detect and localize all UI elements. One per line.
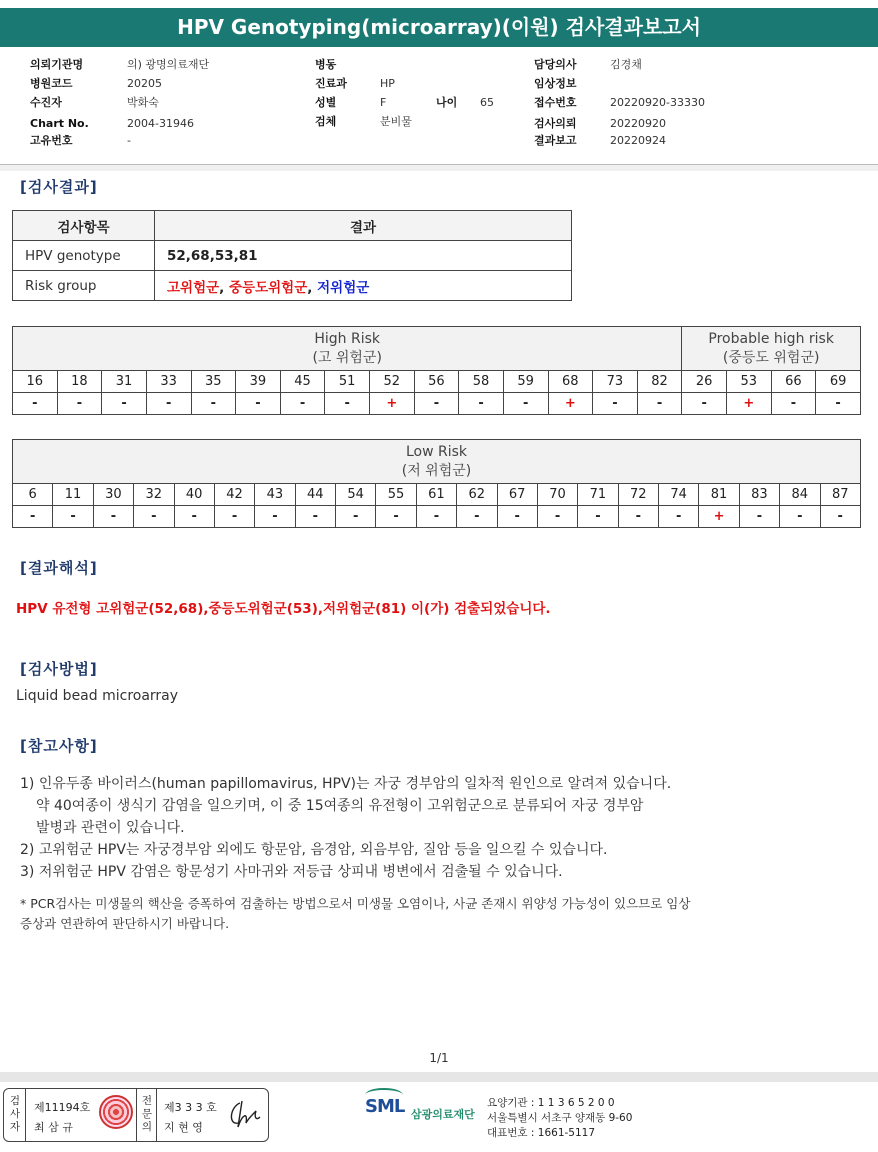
reference-item-cont: 약 40여종이 생식기 감염을 일으키며, 이 중 15여종의 유전형이 고위험군으로 분류되어 자궁 경부암 bbox=[36, 798, 644, 814]
genotype-cell: 59 bbox=[503, 371, 548, 393]
genotype-cell: 71 bbox=[578, 484, 618, 506]
footer-divider bbox=[0, 1072, 878, 1082]
negative-mark: - bbox=[295, 506, 335, 528]
footnote-line: 증상과 연관하여 판단하시기 바랍니다. bbox=[20, 916, 230, 931]
info-value: 20220920 bbox=[610, 117, 666, 130]
risk-group-label: Risk group bbox=[13, 271, 155, 301]
section-title-reference: [참고사항] bbox=[20, 737, 98, 755]
negative-mark: - bbox=[618, 506, 658, 528]
institution-code: 요양기관 : 1 1 3 6 5 2 0 0 bbox=[487, 1097, 615, 1109]
genotype-cell: 42 bbox=[214, 484, 254, 506]
negative-mark: - bbox=[682, 393, 727, 415]
risk-medium: 중등도위험군 bbox=[229, 279, 308, 296]
reference-item: 2) 고위험군 HPV는 자궁경부암 외에도 항문암, 음경암, 외음부암, 질암 등을 일으킬 수 있습니다. bbox=[20, 842, 608, 858]
header-shade bbox=[0, 165, 878, 171]
negative-mark: - bbox=[820, 506, 861, 528]
info-label: 의뢰기관명 bbox=[30, 58, 84, 71]
info-label: 진료과 bbox=[315, 77, 347, 90]
negative-mark: - bbox=[13, 506, 53, 528]
negative-mark: - bbox=[53, 506, 93, 528]
genotype-cell: 68 bbox=[548, 371, 593, 393]
report-title: HPV Genotyping(microarray)(이원) 검사결과보고서 bbox=[0, 8, 878, 47]
genotype-cell: 72 bbox=[618, 484, 658, 506]
negative-mark: - bbox=[497, 506, 537, 528]
reference-item-cont: 발병과 관련이 있습니다. bbox=[36, 820, 185, 836]
tester-number: 제11194호 bbox=[34, 1101, 91, 1114]
negative-mark: - bbox=[659, 506, 699, 528]
genotype-cell: 58 bbox=[459, 371, 504, 393]
institution-phone: 대표번호 : 1661-5117 bbox=[487, 1127, 596, 1139]
info-value: 의) 광명의료재단 bbox=[127, 58, 210, 71]
info-label: Chart No. bbox=[30, 117, 89, 130]
negative-mark: - bbox=[537, 506, 577, 528]
negative-mark: - bbox=[780, 506, 820, 528]
section-title-result: [검사결과] bbox=[20, 178, 98, 196]
col-header-result: 결과 bbox=[155, 211, 572, 241]
negative-mark: - bbox=[214, 506, 254, 528]
info-label: 성별 bbox=[315, 96, 337, 109]
high-risk-genotype-table bbox=[12, 326, 861, 415]
info-value: 분비물 bbox=[380, 115, 412, 128]
specialist-number: 제3 3 3 호 bbox=[164, 1101, 217, 1114]
info-value: 김경채 bbox=[610, 58, 642, 71]
genotype-cell: 69 bbox=[816, 371, 861, 393]
negative-mark: - bbox=[13, 393, 58, 415]
info-label: 검체 bbox=[315, 115, 337, 128]
genotype-cell: 62 bbox=[457, 484, 497, 506]
page-number: 1/1 bbox=[429, 1051, 449, 1065]
info-value: HP bbox=[380, 77, 395, 90]
negative-mark: - bbox=[376, 506, 416, 528]
negative-mark: - bbox=[191, 393, 236, 415]
signature-box bbox=[3, 1088, 269, 1142]
risk-separator: , bbox=[307, 279, 318, 296]
result-table bbox=[12, 210, 572, 301]
tester-name: 최 삼 규 bbox=[34, 1121, 73, 1134]
negative-mark: - bbox=[93, 506, 133, 528]
genotype-cell: 32 bbox=[134, 484, 174, 506]
risk-separator: , bbox=[219, 279, 230, 296]
genotype-cell: 16 bbox=[13, 371, 58, 393]
col-header-item: 검사항목 bbox=[13, 211, 155, 241]
group-title: High Risk bbox=[314, 330, 381, 347]
genotype-cell: 81 bbox=[699, 484, 739, 506]
section-title-method: [검사방법] bbox=[20, 660, 98, 678]
negative-mark: - bbox=[336, 506, 376, 528]
specialist-name: 지 현 영 bbox=[164, 1121, 203, 1134]
genotype-cell: 70 bbox=[537, 484, 577, 506]
genotype-cell: 54 bbox=[336, 484, 376, 506]
genotype-cell: 53 bbox=[727, 371, 772, 393]
info-label: 병동 bbox=[315, 58, 337, 71]
risk-high: 고위험군 bbox=[167, 279, 220, 296]
low-risk-genotype-table bbox=[12, 439, 861, 528]
negative-mark: - bbox=[459, 393, 504, 415]
genotype-cell: 82 bbox=[637, 371, 682, 393]
age-value: 65 bbox=[480, 96, 494, 109]
group-header-high bbox=[13, 327, 682, 371]
genotype-cell: 83 bbox=[739, 484, 779, 506]
negative-mark: - bbox=[134, 506, 174, 528]
section-title-interpretation: [결과해석] bbox=[20, 559, 98, 577]
negative-mark: - bbox=[637, 393, 682, 415]
genotype-cell: 45 bbox=[280, 371, 325, 393]
negative-mark: - bbox=[503, 393, 548, 415]
negative-mark: - bbox=[146, 393, 191, 415]
negative-mark: - bbox=[102, 393, 147, 415]
negative-mark: - bbox=[280, 393, 325, 415]
genotype-cell: 87 bbox=[820, 484, 861, 506]
genotype-cell: 31 bbox=[102, 371, 147, 393]
info-label: 고유번호 bbox=[30, 134, 73, 147]
genotype-cell: 44 bbox=[295, 484, 335, 506]
negative-mark: - bbox=[414, 393, 459, 415]
footnote bbox=[20, 894, 690, 934]
group-subtitle: (중등도 위험군) bbox=[722, 349, 820, 366]
negative-mark: - bbox=[771, 393, 816, 415]
genotype-cell: 56 bbox=[414, 371, 459, 393]
genotype-cell: 51 bbox=[325, 371, 370, 393]
positive-mark: + bbox=[699, 506, 739, 528]
info-value: 박화숙 bbox=[127, 96, 159, 109]
genotype-cell: 33 bbox=[146, 371, 191, 393]
negative-mark: - bbox=[57, 393, 102, 415]
negative-mark: - bbox=[174, 506, 214, 528]
positive-mark: + bbox=[370, 393, 415, 415]
info-label: 병원코드 bbox=[30, 77, 73, 90]
reference-item: 1) 인유두종 바이러스(human papillomavirus, HPV)는 자궁 경부암의 일차적 원인으로 알려져 있습니다. bbox=[20, 776, 672, 792]
genotype-cell: 26 bbox=[682, 371, 727, 393]
institution-address: 서울특별시 서초구 양재동 9-60 bbox=[487, 1112, 633, 1124]
risk-group-value bbox=[155, 271, 572, 301]
reference-item: 3) 저위험군 HPV 감염은 항문성기 사마귀와 저등급 상피내 병변에서 검출될 수 있습니다. bbox=[20, 864, 563, 880]
genotype-label: HPV genotype bbox=[13, 241, 155, 271]
genotype-cell: 84 bbox=[780, 484, 820, 506]
info-label: 담당의사 bbox=[534, 58, 577, 71]
institution-info bbox=[487, 1096, 632, 1141]
genotype-cell: 73 bbox=[593, 371, 638, 393]
method-text: Liquid bead microarray bbox=[16, 688, 179, 704]
footnote-line: * PCR검사는 미생물의 핵산을 증폭하여 검출하는 방법으로서 미생물 오염이나, 사균 존재시 위양성 가능성이 있으므로 임상 bbox=[20, 896, 691, 911]
age-label: 나이 bbox=[436, 96, 458, 109]
negative-mark: - bbox=[416, 506, 456, 528]
negative-mark: - bbox=[739, 506, 779, 528]
info-value: 2004-31946 bbox=[127, 117, 194, 130]
genotype-cell: 61 bbox=[416, 484, 456, 506]
seal-stamp bbox=[99, 1095, 133, 1129]
info-label: 검사의뢰 bbox=[534, 117, 577, 130]
info-label: 접수번호 bbox=[534, 96, 577, 109]
info-value: 20220920-33330 bbox=[610, 96, 705, 109]
specialist-label: 전문의 bbox=[141, 1095, 153, 1133]
genotype-cell: 39 bbox=[236, 371, 281, 393]
negative-mark: - bbox=[593, 393, 638, 415]
group-title: Probable high risk bbox=[708, 330, 834, 347]
logo-mark: SML bbox=[365, 1096, 405, 1117]
genotype-cell: 43 bbox=[255, 484, 295, 506]
info-label: 임상정보 bbox=[534, 77, 577, 90]
genotype-cell: 67 bbox=[497, 484, 537, 506]
negative-mark: - bbox=[578, 506, 618, 528]
info-value: - bbox=[127, 134, 131, 147]
genotype-cell: 40 bbox=[174, 484, 214, 506]
handwritten-signature bbox=[226, 1097, 262, 1131]
genotype-cell: 18 bbox=[57, 371, 102, 393]
logo-name: 삼광의료재단 bbox=[411, 1108, 475, 1121]
genotype-cell: 30 bbox=[93, 484, 133, 506]
genotype-cell: 35 bbox=[191, 371, 236, 393]
group-header-probable bbox=[682, 327, 861, 371]
reference-list bbox=[20, 773, 671, 883]
negative-mark: - bbox=[816, 393, 861, 415]
info-value: 20205 bbox=[127, 77, 162, 90]
genotype-cell: 11 bbox=[53, 484, 93, 506]
negative-mark: - bbox=[236, 393, 281, 415]
genotype-value: 52,68,53,81 bbox=[155, 241, 572, 271]
group-subtitle: (저 위험군) bbox=[401, 462, 472, 479]
genotype-cell: 66 bbox=[771, 371, 816, 393]
group-subtitle: (고 위험군) bbox=[312, 349, 382, 366]
info-value: F bbox=[380, 96, 387, 109]
info-value: 20220924 bbox=[610, 134, 666, 147]
group-title: Low Risk bbox=[405, 443, 468, 460]
positive-mark: + bbox=[727, 393, 772, 415]
negative-mark: - bbox=[457, 506, 497, 528]
negative-mark: - bbox=[325, 393, 370, 415]
positive-mark: + bbox=[548, 393, 593, 415]
tester-label: 검사자 bbox=[9, 1095, 21, 1133]
genotype-cell: 52 bbox=[370, 371, 415, 393]
genotype-cell: 55 bbox=[376, 484, 416, 506]
group-header-low bbox=[13, 440, 861, 484]
genotype-cell: 6 bbox=[13, 484, 53, 506]
negative-mark: - bbox=[255, 506, 295, 528]
info-label: 결과보고 bbox=[534, 134, 577, 147]
interpretation-text: HPV 유전형 고위험군(52,68),중등도위험군(53),저위험군(81) 이(가) 검출되었습니다. bbox=[16, 601, 551, 617]
risk-low: 저위험군 bbox=[317, 279, 370, 296]
genotype-cell: 74 bbox=[659, 484, 699, 506]
info-label: 수진자 bbox=[30, 96, 62, 109]
